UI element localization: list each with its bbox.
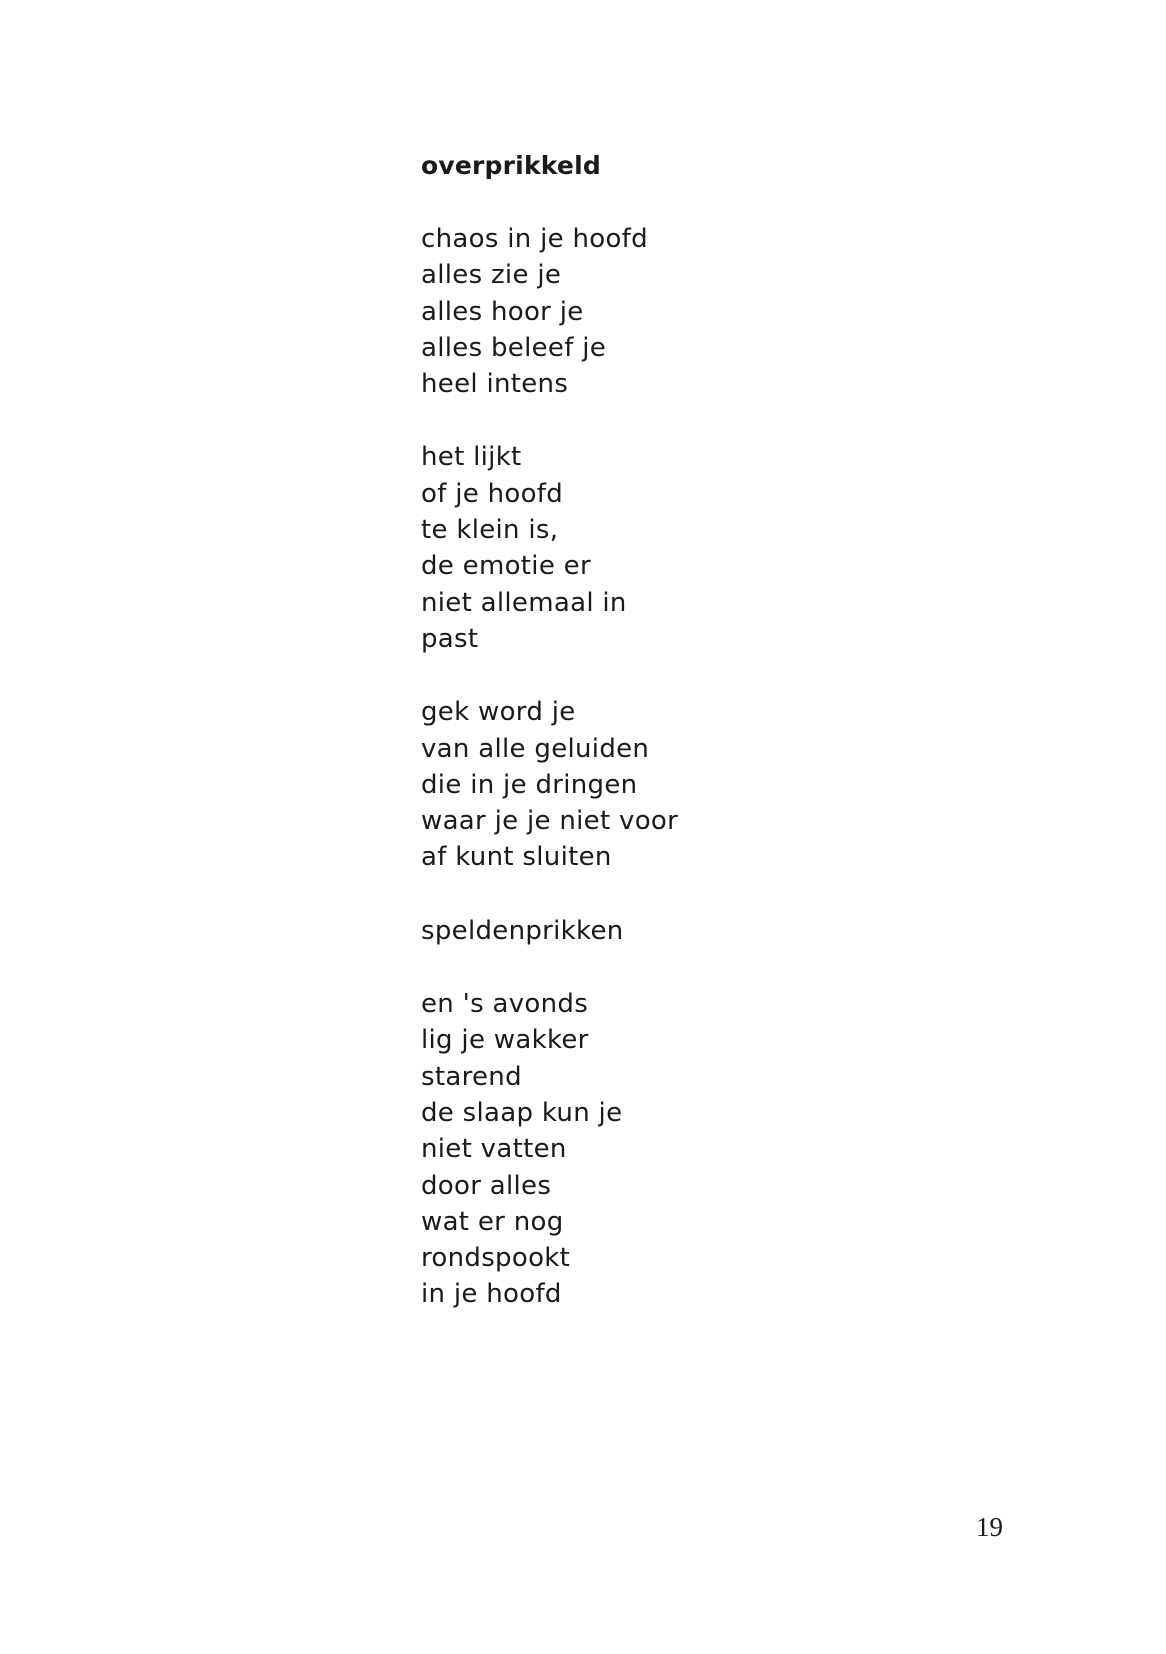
poem-line: in je hoofd: [421, 1279, 562, 1310]
stanza-3: [421, 694, 678, 875]
poem-line: de emotie er: [421, 551, 591, 582]
poem-line: niet vatten: [421, 1134, 567, 1165]
poem-line: speldenprikken: [421, 915, 624, 946]
stanza-1: [421, 221, 678, 402]
poem: [421, 148, 678, 1313]
page-number: 19: [976, 1512, 1003, 1542]
poem-line: of je hoofd: [421, 478, 564, 509]
poem-line: lig je wakker: [421, 1025, 589, 1056]
poem-line: die in je dringen: [421, 769, 638, 800]
poem-line: starend: [421, 1061, 522, 1092]
poem-title: overprikkeld: [421, 151, 601, 180]
poem-line: het lijkt: [421, 442, 522, 473]
poem-line: rondspookt: [421, 1243, 571, 1274]
poem-line: heel intens: [421, 369, 569, 400]
poem-line: chaos in je hoofd: [421, 224, 648, 254]
poem-line: alles beleef je: [421, 332, 607, 363]
poem-line: af kunt sluiten: [421, 842, 612, 873]
poem-line: past: [421, 623, 479, 654]
poem-line: waar je je niet voor: [421, 806, 679, 837]
poem-line: gek word je: [421, 697, 576, 728]
poem-line: wat er nog: [421, 1206, 564, 1237]
poem-line: niet allemaal in: [421, 587, 627, 618]
poem-line: te klein is,: [421, 515, 559, 546]
poem-line: alles hoor je: [421, 296, 584, 327]
poem-line: door alles: [421, 1170, 552, 1201]
stanza-4: [421, 913, 678, 949]
poem-line: de slaap kun je: [421, 1097, 623, 1128]
poem-line: alles zie je: [421, 260, 562, 291]
stanza-5: [421, 986, 678, 1313]
poem-line: van alle geluiden: [421, 733, 650, 764]
stanza-2: [421, 439, 678, 657]
poem-line: en 's avonds: [421, 989, 589, 1020]
